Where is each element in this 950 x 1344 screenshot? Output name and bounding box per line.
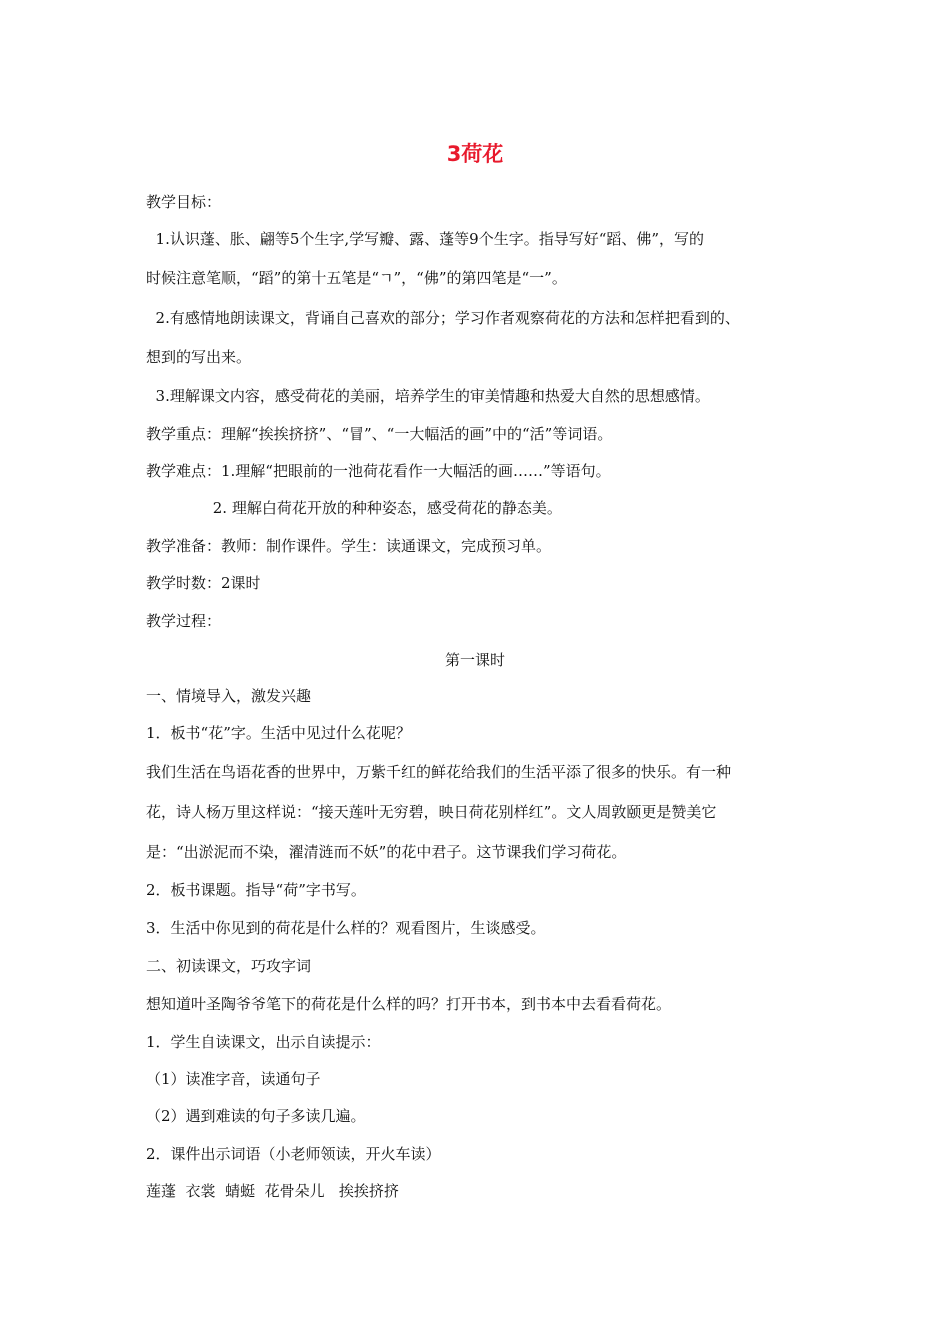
text-line: （2）遇到难读的句子多读几遍。 [146, 1107, 366, 1125]
text-line: 教学重点：理解“挨挨挤挤”、“冒”、“一大幅活的画”中的“活”等词语。 [146, 425, 613, 443]
text-line: 是：“出淤泥而不染，濯清涟而不妖”的花中君子。这节课我们学习荷花。 [146, 843, 627, 861]
text-line: 一、情境导入，激发兴趣 [146, 687, 312, 705]
page-title: 3荷花 [446, 142, 504, 166]
text-line: 教学准备：教师：制作课件。学生：读通课文，完成预习单。 [146, 537, 552, 555]
text-line: 1．学生自读课文，出示自读提示： [146, 1033, 381, 1051]
text-line: 时候注意笔顺，“蹈”的第十五笔是“ㄱ”，“佛”的第四笔是“一”。 [146, 269, 567, 287]
text-line: 3.理解课文内容，感受荷花的美丽，培养学生的审美情趣和热爱大自然的思想感情。 [146, 387, 710, 405]
text-line: 莲蓬 衣裳 蜻蜓 花骨朵儿 挨挨挤挤 [146, 1182, 399, 1200]
text-line: 教学目标： [146, 193, 222, 211]
text-line: 2. 理解白荷花开放的种种姿态，感受荷花的静态美。 [146, 499, 562, 517]
text-line: 1.认识蓬、胀、翩等5个生字,学写瓣、露、蓬等9个生字。指导写好“蹈、佛”，写的 [146, 230, 705, 248]
text-line: 2.有感情地朗读课文，背诵自己喜欢的部分；学习作者观察荷花的方法和怎样把看到的、 [146, 309, 740, 327]
text-line: 想知道叶圣陶爷爷笔下的荷花是什么样的吗？打开书本，到书本中去看看荷花。 [146, 995, 672, 1013]
text-line: 想到的写出来。 [146, 348, 252, 366]
text-line: 2．板书课题。指导“荷”字书写。 [146, 881, 366, 899]
section-heading: 第一课时 [444, 651, 505, 669]
text-line: 3．生活中你见到的荷花是什么样的？观看图片，生谈感受。 [146, 919, 546, 937]
text-line: 教学难点：1.理解“把眼前的一池荷花看作一大幅活的画……”等语句。 [146, 462, 611, 480]
text-line: 1．板书“花”字。生活中见过什么花呢？ [146, 724, 411, 742]
text-line: 花，诗人杨万里这样说：“接天莲叶无穷碧，映日荷花别样红”。文人周敦颐更是赞美它 [146, 803, 717, 821]
text-line: 2．课件出示词语（小老师领读，开火车读） [146, 1145, 441, 1163]
text-line: （1）读准字音，读通句子 [146, 1070, 321, 1088]
text-line: 教学过程： [146, 612, 222, 630]
text-line: 我们生活在鸟语花香的世界中，万紫千红的鲜花给我们的生活平添了很多的快乐。有一种 [146, 763, 732, 781]
text-line: 教学时数：2课时 [146, 574, 261, 592]
text-line: 二、初读课文，巧攻字词 [146, 957, 312, 975]
